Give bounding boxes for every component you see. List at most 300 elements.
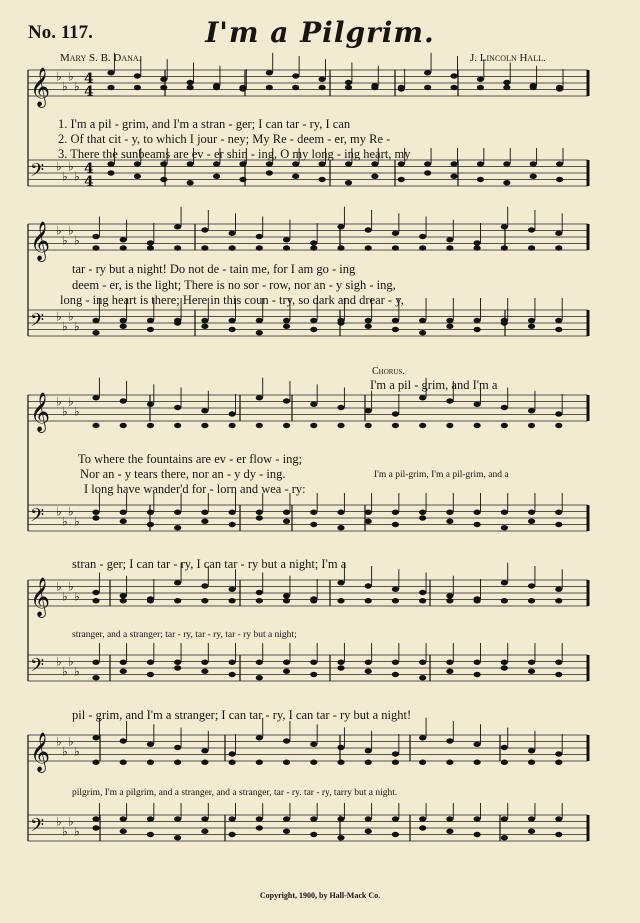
notehead: [446, 519, 453, 524]
notehead: [319, 177, 326, 182]
notehead: [446, 593, 453, 598]
notehead: [501, 320, 508, 325]
notehead: [419, 760, 426, 765]
notehead: [555, 327, 562, 332]
notehead: [147, 522, 154, 527]
notehead: [256, 825, 263, 830]
notehead: [530, 85, 537, 90]
notehead: [174, 660, 181, 665]
notehead: [147, 832, 154, 837]
system1-verse3: 3. There the sunbeams are ev - er shin - ing, O my long - ing heart, my: [58, 147, 411, 161]
flat-icon: ♭: [74, 233, 80, 248]
notehead: [501, 580, 508, 585]
notehead: [446, 660, 453, 665]
notehead: [174, 423, 181, 428]
notehead: [92, 515, 99, 520]
notehead: [501, 598, 508, 603]
notehead: [174, 580, 181, 585]
notehead: [256, 598, 263, 603]
notehead: [201, 519, 208, 524]
notehead: [503, 80, 510, 85]
notehead: [120, 510, 127, 515]
notehead: [392, 660, 399, 665]
flat-icon: ♭: [68, 159, 74, 174]
notehead: [147, 402, 154, 407]
notehead: [474, 832, 481, 837]
time-signature-top: 4: [84, 71, 94, 87]
notehead: [528, 423, 535, 428]
notehead: [555, 598, 562, 603]
notehead: [365, 669, 372, 674]
notehead: [283, 423, 290, 428]
notehead: [528, 324, 535, 329]
notehead: [419, 675, 426, 680]
notehead: [474, 402, 481, 407]
notehead: [424, 70, 431, 75]
notehead: [174, 816, 181, 821]
system2-verse1: tar - ry but a night! Do not de - tain me, for I am go - ing: [72, 262, 356, 276]
notehead: [556, 161, 563, 166]
notehead: [446, 829, 453, 834]
notehead: [474, 598, 481, 603]
notehead: [528, 598, 535, 603]
bass-clef-icon: 𝄢: [30, 310, 45, 336]
notehead: [501, 423, 508, 428]
notehead: [120, 324, 127, 329]
notehead: [392, 327, 399, 332]
notehead: [213, 161, 220, 166]
notehead: [229, 423, 236, 428]
notehead: [501, 405, 508, 410]
notehead: [345, 85, 352, 90]
flat-icon: ♭: [62, 319, 68, 334]
notehead: [92, 245, 99, 250]
notehead: [283, 829, 290, 834]
notehead: [147, 760, 154, 765]
flat-icon: ♭: [62, 514, 68, 529]
notehead: [503, 85, 510, 90]
notehead: [528, 669, 535, 674]
notehead: [555, 231, 562, 236]
notehead: [174, 598, 181, 603]
notehead: [419, 660, 426, 665]
notehead: [555, 832, 562, 837]
notehead: [501, 665, 508, 670]
notehead: [555, 245, 562, 250]
flat-icon: ♭: [62, 79, 68, 94]
flat-icon: ♭: [56, 223, 62, 238]
flat-icon: ♭: [62, 233, 68, 248]
notehead: [419, 515, 426, 520]
notehead: [337, 320, 344, 325]
notehead: [92, 330, 99, 335]
notehead: [555, 816, 562, 821]
notehead: [474, 742, 481, 747]
notehead: [256, 330, 263, 335]
notehead: [503, 161, 510, 166]
copyright-notice: Copyright, 1900, by Hall-Mack Co.: [259, 891, 381, 900]
flat-icon: ♭: [74, 79, 80, 94]
notehead: [337, 423, 344, 428]
chorus-label: Chorus.: [372, 366, 405, 377]
notehead: [239, 161, 246, 166]
notehead: [365, 227, 372, 232]
notehead: [283, 398, 290, 403]
notehead: [120, 519, 127, 524]
flat-icon: ♭: [74, 824, 80, 839]
flat-icon: ♭: [74, 319, 80, 334]
notehead: [160, 85, 167, 90]
notehead: [239, 85, 246, 90]
chorus-lower-line: I'm a pil-grim, I'm a pil-grim, and a: [374, 470, 509, 480]
notehead: [419, 590, 426, 595]
notehead: [419, 735, 426, 740]
notehead: [283, 237, 290, 242]
notehead: [474, 510, 481, 515]
notehead: [337, 245, 344, 250]
flat-icon: ♭: [56, 654, 62, 669]
notehead: [501, 760, 508, 765]
flat-icon: ♭: [68, 654, 74, 669]
notehead: [92, 423, 99, 428]
notehead: [174, 665, 181, 670]
notehead: [392, 816, 399, 821]
notehead: [120, 829, 127, 834]
flat-icon: ♭: [56, 159, 62, 174]
notehead: [292, 73, 299, 78]
notehead: [283, 510, 290, 515]
notehead: [392, 672, 399, 677]
notehead: [419, 234, 426, 239]
notehead: [337, 665, 344, 670]
notehead: [424, 170, 431, 175]
notehead: [528, 510, 535, 515]
notehead: [398, 177, 405, 182]
notehead: [256, 423, 263, 428]
notehead: [446, 510, 453, 515]
notehead: [229, 751, 236, 756]
notehead: [555, 760, 562, 765]
notehead: [229, 587, 236, 592]
notehead: [310, 760, 317, 765]
notehead: [174, 510, 181, 515]
notehead: [92, 760, 99, 765]
notehead: [474, 245, 481, 250]
system4-upper-line: stran - ger; I can tar - ry, I can tar - ry but a night; I'm a: [72, 557, 347, 571]
flat-icon: ♭: [56, 814, 62, 829]
notehead: [450, 174, 457, 179]
notehead: [392, 231, 399, 236]
notehead: [474, 240, 481, 245]
notehead: [337, 660, 344, 665]
system2-verse2: deem - er, is the light; There is no sor - row, nor an - y sigh - ing,: [72, 278, 396, 292]
notehead: [392, 245, 399, 250]
notehead: [229, 672, 236, 677]
notehead: [501, 816, 508, 821]
notehead: [419, 245, 426, 250]
notehead: [337, 510, 344, 515]
notehead: [187, 180, 194, 185]
notehead: [120, 738, 127, 743]
notehead: [530, 161, 537, 166]
notehead: [134, 174, 141, 179]
notehead: [501, 510, 508, 515]
notehead: [528, 760, 535, 765]
notehead: [337, 835, 344, 840]
notehead: [419, 825, 426, 830]
notehead: [201, 760, 208, 765]
notehead: [501, 745, 508, 750]
flat-icon: ♭: [68, 394, 74, 409]
notehead: [365, 519, 372, 524]
notehead: [501, 224, 508, 229]
notehead: [474, 318, 481, 323]
time-signature-bottom: 4: [84, 174, 94, 190]
notehead: [474, 760, 481, 765]
notehead: [446, 245, 453, 250]
notehead: [371, 85, 378, 90]
notehead: [187, 80, 194, 85]
system5-upper-line: pil - grim, and I'm a stranger; I can tar - ry, I can tar - ry but a night!: [72, 708, 412, 722]
flat-icon: ♭: [56, 579, 62, 594]
notehead: [160, 77, 167, 82]
notehead: [120, 598, 127, 603]
composer-credit: J. Lincoln Hall.: [470, 52, 546, 64]
notehead: [528, 245, 535, 250]
notehead: [310, 327, 317, 332]
notehead: [501, 660, 508, 665]
notehead: [256, 760, 263, 765]
notehead: [174, 245, 181, 250]
notehead: [266, 161, 273, 166]
notehead: [555, 587, 562, 592]
notehead: [147, 240, 154, 245]
notehead: [283, 660, 290, 665]
notehead: [424, 161, 431, 166]
notehead: [310, 240, 317, 245]
notehead: [365, 510, 372, 515]
flat-icon: ♭: [62, 589, 68, 604]
notehead: [239, 177, 246, 182]
notehead: [187, 85, 194, 90]
notehead: [310, 522, 317, 527]
notehead: [147, 245, 154, 250]
flat-icon: ♭: [56, 309, 62, 324]
system2-verse3: long - ing heart is there; Here in this coun - try, so dark and drear - y,: [60, 293, 404, 307]
flat-icon: ♭: [62, 169, 68, 184]
notehead: [201, 583, 208, 588]
notehead: [501, 835, 508, 840]
notehead: [337, 224, 344, 229]
notehead: [256, 660, 263, 665]
notehead: [92, 510, 99, 515]
notehead: [392, 832, 399, 837]
notehead: [528, 408, 535, 413]
flat-icon: ♭: [62, 664, 68, 679]
notehead: [310, 510, 317, 515]
notehead: [92, 675, 99, 680]
notehead: [283, 245, 290, 250]
notehead: [555, 318, 562, 323]
hymn-title: I'm a Pilgrim.: [205, 16, 435, 49]
notehead: [92, 598, 99, 603]
notehead: [419, 598, 426, 603]
bass-clef-icon: 𝄢: [30, 505, 45, 531]
notehead: [392, 598, 399, 603]
notehead: [392, 510, 399, 515]
notehead: [120, 816, 127, 821]
time-signature-top: 4: [84, 161, 94, 177]
notehead: [474, 522, 481, 527]
notehead: [555, 411, 562, 416]
notehead: [310, 423, 317, 428]
notehead: [283, 318, 290, 323]
notehead: [319, 161, 326, 166]
notehead: [256, 735, 263, 740]
notehead: [310, 245, 317, 250]
flat-icon: ♭: [68, 504, 74, 519]
notehead: [310, 402, 317, 407]
notehead: [92, 590, 99, 595]
notehead: [477, 177, 484, 182]
notehead: [446, 760, 453, 765]
notehead: [92, 735, 99, 740]
notehead: [201, 423, 208, 428]
notehead: [365, 829, 372, 834]
notehead: [174, 525, 181, 530]
notehead: [92, 660, 99, 665]
notehead: [530, 174, 537, 179]
notehead: [310, 832, 317, 837]
notehead: [450, 73, 457, 78]
notehead: [371, 161, 378, 166]
notehead: [365, 748, 372, 753]
notehead: [446, 816, 453, 821]
notehead: [120, 237, 127, 242]
notehead: [256, 245, 263, 250]
notehead: [107, 170, 114, 175]
notehead: [120, 593, 127, 598]
notehead: [201, 318, 208, 323]
treble-clef-icon: 𝄞: [30, 392, 51, 432]
flat-icon: ♭: [68, 579, 74, 594]
notehead: [120, 660, 127, 665]
notehead: [337, 405, 344, 410]
notehead: [555, 751, 562, 756]
notehead: [266, 85, 273, 90]
notehead: [419, 395, 426, 400]
notehead: [474, 327, 481, 332]
notehead: [229, 245, 236, 250]
notehead: [398, 85, 405, 90]
notehead: [174, 224, 181, 229]
notehead: [160, 177, 167, 182]
notehead: [174, 320, 181, 325]
flat-icon: ♭: [68, 734, 74, 749]
flat-icon: ♭: [56, 504, 62, 519]
system3-verse3: I long have wander'd for - lorn and wea - ry:: [84, 482, 306, 496]
notehead: [160, 161, 167, 166]
notehead: [283, 593, 290, 598]
notehead: [201, 227, 208, 232]
notehead: [446, 738, 453, 743]
notehead: [345, 180, 352, 185]
notehead: [187, 161, 194, 166]
flat-icon: ♭: [74, 589, 80, 604]
notehead: [147, 660, 154, 665]
notehead: [134, 161, 141, 166]
notehead: [528, 748, 535, 753]
notehead: [528, 519, 535, 524]
notehead: [365, 660, 372, 665]
flat-icon: ♭: [74, 664, 80, 679]
notehead: [92, 318, 99, 323]
notehead: [120, 669, 127, 674]
notehead: [92, 816, 99, 821]
notehead: [201, 408, 208, 413]
notehead: [337, 745, 344, 750]
notehead: [174, 745, 181, 750]
flat-icon: ♭: [62, 744, 68, 759]
notehead: [477, 161, 484, 166]
notehead: [174, 835, 181, 840]
flat-icon: ♭: [56, 69, 62, 84]
bass-clef-icon: 𝄢: [30, 655, 45, 681]
lyricist-credit: Mary S. B. Dana.: [60, 52, 142, 64]
notehead: [446, 398, 453, 403]
notehead: [337, 580, 344, 585]
notehead: [283, 738, 290, 743]
notehead: [147, 510, 154, 515]
notehead: [292, 85, 299, 90]
notehead: [446, 423, 453, 428]
notehead: [283, 324, 290, 329]
system3-verse2: Nor an - y tears there, nor an - y dy - ing.: [80, 467, 286, 481]
notehead: [229, 231, 236, 236]
notehead: [229, 522, 236, 527]
notehead: [345, 161, 352, 166]
notehead: [392, 760, 399, 765]
notehead: [446, 237, 453, 242]
notehead: [310, 672, 317, 677]
notehead: [337, 525, 344, 530]
notehead: [107, 70, 114, 75]
notehead: [201, 816, 208, 821]
flat-icon: ♭: [56, 394, 62, 409]
flat-icon: ♭: [56, 734, 62, 749]
notehead: [319, 77, 326, 82]
notehead: [474, 816, 481, 821]
notehead: [229, 327, 236, 332]
notehead: [107, 161, 114, 166]
notehead: [365, 408, 372, 413]
notehead: [229, 411, 236, 416]
notehead: [398, 161, 405, 166]
notehead: [256, 590, 263, 595]
treble-clef-icon: 𝄞: [30, 732, 51, 772]
treble-clef-icon: 𝄞: [30, 577, 51, 617]
notehead: [147, 742, 154, 747]
notehead: [419, 510, 426, 515]
notehead: [147, 816, 154, 821]
notehead: [450, 85, 457, 90]
notehead: [174, 760, 181, 765]
notehead: [419, 816, 426, 821]
notehead: [365, 423, 372, 428]
notehead: [337, 816, 344, 821]
flat-icon: ♭: [74, 514, 80, 529]
system1-verse2: 2. Of that cit - y, to which I jour - ney; My Re - deem - er, my Re -: [58, 132, 391, 146]
